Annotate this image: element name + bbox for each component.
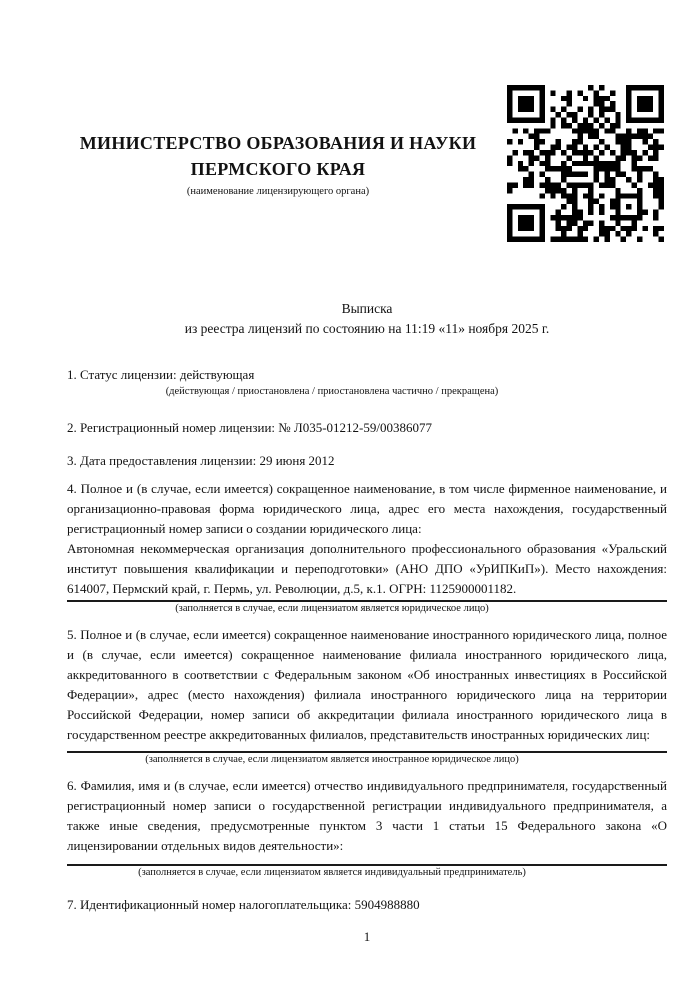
document-title-line1: Выписка — [341, 301, 393, 316]
foreign-entity-caption: (заполняется в случае, если лицензиатом является иностранное юридическое лицо) — [145, 754, 519, 765]
authority-name-line1: МИНИСТЕРСТВО ОБРАЗОВАНИЯ И НАУКИ — [79, 133, 477, 153]
item-license-status — [67, 365, 667, 398]
item-registration-number — [67, 418, 667, 438]
registration-number-text: 2. Регистрационный номер лицензии: № Л035-01212-59/00386077 — [67, 420, 433, 435]
document-title — [67, 299, 667, 339]
legal-entity-caption: (заполняется в случае, если лицензиатом является юридическое лицо) — [175, 603, 489, 614]
legal-entity-description: 4. Полное и (в случае, если имеется) сокращенное наименование, в том числе фирменное наименование, и организационно-правовая форма юридического лица, адрес его места нахождения, государственный регистрационный номер записи о создании юридического лица: — [67, 481, 667, 536]
foreign-entity-description: 5. Полное и (в случае, если имеется) сокращенное наименование иностранного юридического лица, полное и (в случае, если имеется) сокращенное наименование филиала иностранного юридического лица, аккредитованного в соответствии с Федеральным законом «Об иностранных инвестициях в Российской Федерации», адрес (место нахождения) филиала иностранного юридического лица на территории Российской Федерации, номер записи об аккредитации филиала иностранного юридического лица в государственном реестре аккредитованных филиалов, представительств иностранных юридических лиц: — [67, 627, 667, 742]
authority-name-line2: ПЕРМСКОГО КРАЯ — [190, 159, 366, 179]
item-individual-entrepreneur — [67, 776, 667, 879]
authority-caption: (наименование лицензирующего органа) — [186, 186, 370, 197]
qr-code — [507, 85, 664, 242]
authority-name — [67, 130, 489, 182]
licensing-authority-header — [67, 0, 489, 199]
individual-entrepreneur-description: 6. Фамилия, имя и (в случае, если имеется) отчество индивидуального предпринимателя, государственный регистрационный номер записи о государственной регистрации индивидуального предпринимателя, а также иные сведения, предусмотренные пунктом 3 части 1 статьи 15 Федерального закона «О лицензировании отдельных видов деятельности»: — [67, 778, 667, 853]
item-legal-entity — [67, 479, 667, 615]
item-foreign-entity — [67, 625, 667, 766]
page-number: 1 — [363, 929, 371, 944]
document-title-line2: из реестра лицензий по состоянию на 11:19 «11» ноября 2025 г. — [184, 321, 550, 336]
individual-entrepreneur-caption: (заполняется в случае, если лицензиатом является индивидуальный предприниматель) — [138, 867, 526, 878]
license-status-text: 1. Статус лицензии: действующая — [67, 367, 255, 382]
legal-entity-value: Автономная некоммерческая организация дополнительного профессионального образования «Уральский институт повышения квалификации и переподготовки» (АНО ДПО «УрИПКиП»). Место нахождения: 614007, Пермский край, г. Пермь, ул. Революции, д.5, к.1. ОГРН: 1125900001182. — [67, 541, 667, 596]
grant-date-text: 3. Дата предоставления лицензии: 29 июня 2012 — [67, 453, 335, 468]
item-taxpayer-number — [67, 895, 667, 915]
taxpayer-number-text: 7. Идентификационный номер налогоплательщика: 5904988880 — [67, 897, 420, 912]
license-status-caption: (действующая / приостановлена / приостановлена частично / прекращена) — [165, 386, 499, 397]
item-grant-date — [67, 451, 667, 471]
